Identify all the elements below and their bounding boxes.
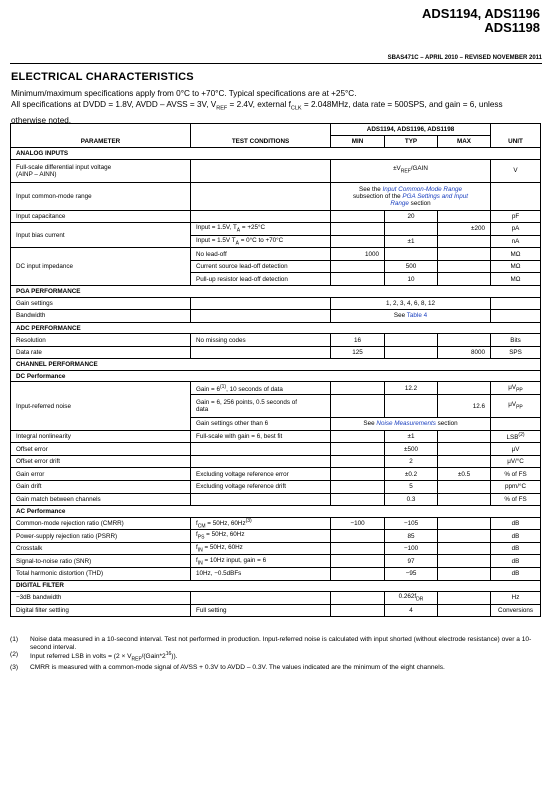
table-row: Data rate 125 8000 SPS (11, 346, 541, 359)
table-row: Input bias current Input = 1.5V, $T_A = +25^\circ C$ ±200 pA (11, 223, 541, 236)
table-row: Pull-up resistor lead-off detection 10 MΩ (11, 273, 541, 286)
footnote: (2) Input referred LSB in volts = $(2 \times V_{REF}/(Gain*2^{16}))$. (10, 651, 178, 663)
section-row: ANALOG INPUTS (11, 148, 541, 160)
table-row: Gain match between channels 0.3 % of FS (11, 493, 541, 506)
table-row: Offset error drift 2 μV/°C (11, 455, 541, 468)
table-row: Gain settings other than 6 See Noise Measurements section (11, 418, 541, 431)
table-row: Gain = 6, 256 points, 0.5 seconds of data 12.6 $\mu V_{PP}$ (11, 395, 541, 418)
link-input-common-mode-range[interactable]: Input Common-Mode Range (382, 185, 462, 193)
table-row: Crosstalk $f_{IN} = 50Hz$, 60Hz −100 dB (11, 542, 541, 555)
table-row: Input common-mode range See the Input Common-Mode Range subsection of the PGA Settings and Input Range section (11, 182, 541, 210)
link-noise-measurements[interactable]: Noise Measurements (376, 420, 436, 428)
table-row: Input-referred noise Gain = $6^{(1)}$, 10 seconds of data 12.2 $\mu V_{PP}$ (11, 382, 541, 395)
revision-line: SBAS471C – APRIL 2010 – REVISED NOVEMBER 2011 (387, 55, 542, 61)
col-header-min: MIN (331, 136, 385, 148)
table-row: Input capacitance 20 pF (11, 210, 541, 223)
col-header-typ: TYP (385, 136, 438, 148)
part-numbers (422, 7, 540, 35)
section-row: CHANNEL PERFORMANCE (11, 359, 541, 371)
footnote: (3) CMRR is measured with a common-mode signal of AVSS + 0.3V to AVDD – 0.3V. The values indicated are the minimum of the eight channels. (10, 664, 445, 672)
intro-text (11, 88, 531, 126)
col-header-group: ADS1194, ADS1196, ADS1198 (331, 124, 491, 136)
subsection-row: AC Performance (11, 506, 541, 518)
part-number-line1: ADS1194, ADS1196 (421, 6, 540, 21)
col-header-conditions: TEST CONDITIONS (191, 124, 331, 148)
table-row: Total harmonic distortion (THD) 10Hz, −0.5dBFs −95 dB (11, 568, 541, 581)
table-row: Gain settings 1, 2, 3, 4, 6, 8, 12 (11, 297, 541, 310)
section-title: ELECTRICAL CHARACTERISTICS (11, 71, 194, 83)
section-row: ADC PERFORMANCE (11, 322, 541, 334)
col-header-parameter: PARAMETER (11, 124, 191, 148)
table-row: Current source lead-off detection 500 MΩ (11, 260, 541, 273)
table-row: −3dB bandwidth $0.262f_{DR}$ Hz (11, 592, 541, 605)
table-row: Integral nonlinearity Full-scale with gain = 6, best fit ±1 LSB$^{(2)}$ (11, 430, 541, 443)
table-row: Input = 1.5V $T_A = 0^\circ C$ to +70°C ±1 nA (11, 235, 541, 248)
table-row: Resolution No missing codes 16 Bits (11, 334, 541, 347)
section-row: PGA PERFORMANCE (11, 286, 541, 298)
table-row: Signal-to-noise ratio (SNR) $f_{IN} = 10Hz$ input, gain = 6 97 dB (11, 555, 541, 568)
section-row: DIGITAL FILTER (11, 580, 541, 592)
link-range[interactable]: Range (390, 199, 409, 207)
link-table-4[interactable]: Table 4 (406, 312, 428, 320)
intro-line1: Minimum/maximum specifications apply from 0°C to +70°C. Typical specifications are at +25°C. (11, 89, 357, 98)
footnote: (1) Noise data measured in a 10-second interval. Test not performed in production. Input-referred noise is calculated with input shorted (without electrode resistance) over a 10-second interval. (10, 636, 532, 651)
table-row: Common-mode rejection ratio (CMRR) $f_{CM} = 50Hz$, 60Hz$^{(3)}$ −100 −105 dB (11, 517, 541, 530)
table-row: Digital filter settling Full setting 4 Conversions (11, 604, 541, 617)
table-row: Full-scale differential input voltage (AINP – AINN) $\pm V_{REF}$/GAIN V (11, 159, 541, 182)
subsection-row: DC Performance (11, 370, 541, 382)
electrical-characteristics-table (10, 123, 541, 617)
part-number-line2: ADS1198 (484, 20, 540, 35)
col-header-max: MAX (438, 136, 491, 148)
intro-line2: All specifications at DVDD = 1.8V, AVDD – AVSS = 3V, $V_{REF} = 2.4V$, external $f_{CLK} = 2.048MHz$, data rate = 500SPS, and gain = 6, unless otherwise noted. (11, 100, 503, 125)
header-rule (10, 63, 542, 64)
table-row: Gain error Excluding voltage reference error ±0.2 ±0.5 % of FS (11, 468, 541, 481)
table-row: Gain drift Excluding voltage reference drift 5 ppm/°C (11, 481, 541, 494)
table-row: Power-supply rejection ratio (PSRR) $f_{PS} = 50Hz$, 60Hz 85 dB (11, 530, 541, 543)
table-row: Bandwidth See Table 4 (11, 310, 541, 323)
footnotes (10, 636, 540, 672)
table-row: DC input impedance No lead-off 1000 MΩ (11, 248, 541, 261)
col-header-unit: UNIT (491, 124, 541, 148)
table-row: Offset error ±500 μV (11, 443, 541, 456)
link-pga-settings[interactable]: PGA Settings and Input (402, 192, 468, 200)
